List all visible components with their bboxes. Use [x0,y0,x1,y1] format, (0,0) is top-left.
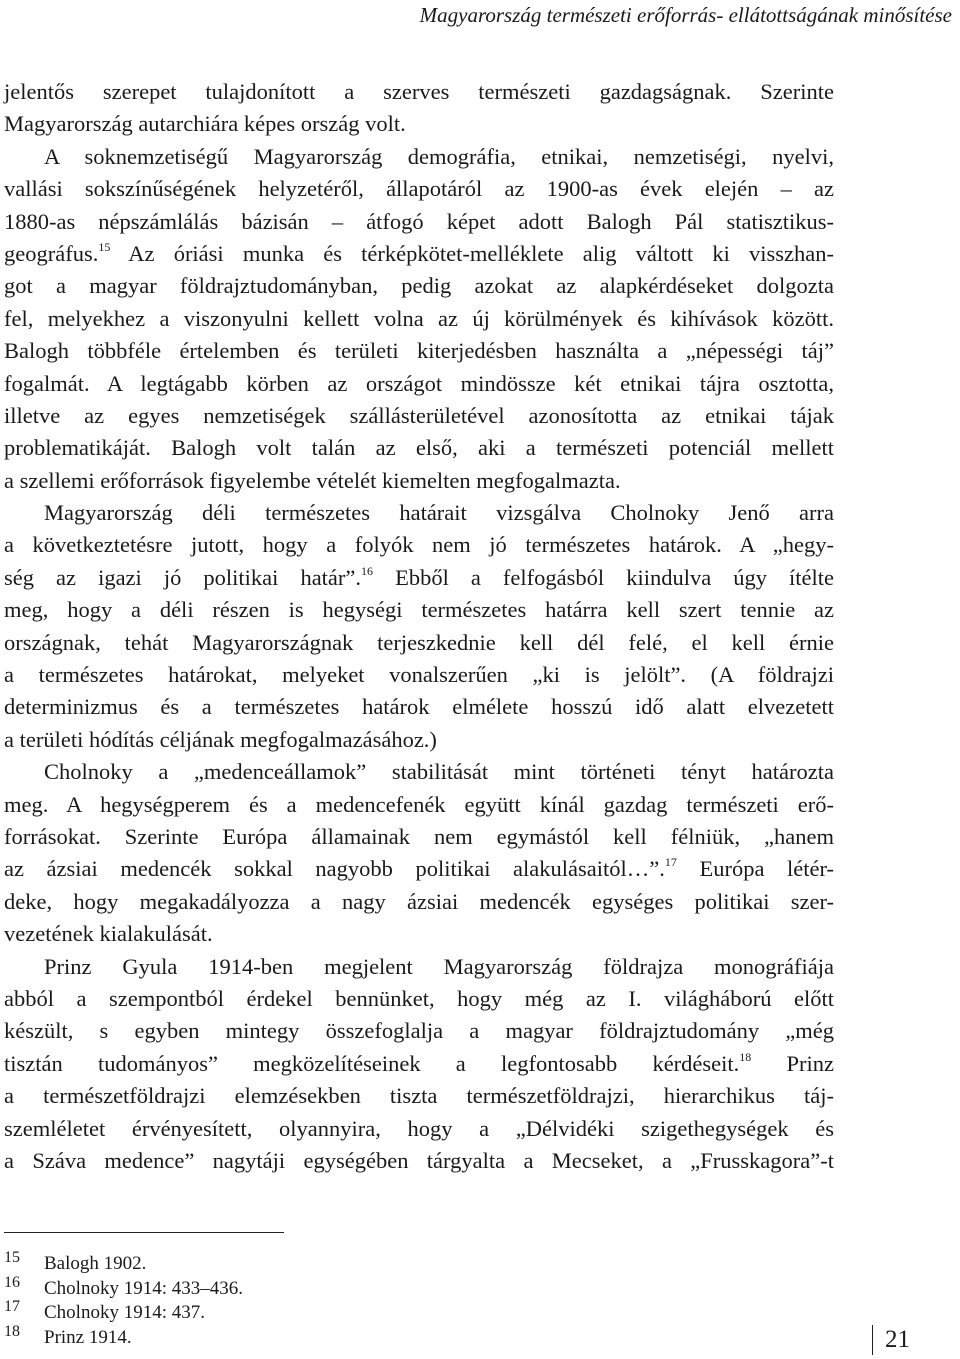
footnote-text: Prinz 1914. [44,1326,132,1348]
paragraph-start: Prinz Gyula 1914-ben megjelent Magyarország földrajza monográfiája [44,953,834,979]
text-line: a szellemi erőforrások figyelembe vételét kiemelten megfogalmazta. [4,467,621,493]
footnote-number: 17 [4,1298,20,1315]
body-text [4,76,834,1177]
text-line-with-footnote: tisztán tudományos” megközelítéseinek a legfontosabb kérdéseit.$^{18}$ Prinz [4,1049,834,1076]
footnote-ref-18: 18 [739,1049,752,1064]
text-line: 1880-as népszámlálás bázisán – átfogó képet adott Balogh Pál statisztikus- [4,208,834,234]
footnote-number: 15 [4,1249,20,1266]
footnote-text: Balogh 1902. [44,1253,147,1274]
text-line: meg, hogy a déli részen is hegységi természetes határra kell szert tennie az [4,597,834,623]
text-line: a területi hódítás céljának megfogalmazásához.) [4,726,437,752]
text-line: vezetének kialakulását. [4,921,213,947]
text-line: szemléletet érvényesített, olyannyira, hogy a „Délvidéki szigethegységek és [4,1115,834,1141]
text-line: fel, melyekhez a viszonyulni kellett volna az új körülmények és kihívások között. [4,305,834,331]
paragraph-start: Magyarország déli természetes határait vizsgálva Cholnoky Jenő arra [44,500,834,526]
footnote-number: 18 [4,1322,20,1340]
text-line: készült, s egyben mintegy összefoglalja a magyar földrajztudomány „még [4,1018,834,1044]
text-line: országnak, tehát Magyarországnak terjeszkednie kell dél felé, el kell érnie [4,629,834,655]
text-line: a természetföldrajzi elemzésekben tiszta természetföldrajzi, hierarchikus táj- [4,1083,834,1109]
text-line: fogalmát. A legtágabb körben az országot mindössze két etnikai tájra osztotta, [4,370,834,396]
text-line: abból a szempontból érdekel bennünket, hogy még az I. világháború előtt [4,985,834,1011]
text-line: determinizmus és a természetes határok elmélete hosszú idő alatt elvezetett [4,694,834,720]
footnote-ref-15: 15 [98,239,111,254]
running-header: Magyarország természeti erőforrás- ellátottságának minősítése [419,3,952,27]
text-line: a Száva medence” nagytáji egységében tárgyalta a Mecseket, a „Frusskagora”-t [4,1147,834,1173]
text-line-with-footnote: az ázsiai medencék sokkal nagyobb politikai alakulásaitól…”.$^{17}$ Európa létér- [4,855,835,882]
paragraph-start: Cholnoky a „medenceállamok” stabilitását mint történeti tényt határozta [44,759,834,785]
text-line: Magyarország autarchiára képes ország volt. [4,111,406,137]
footnote-text: Cholnoky 1914: 437. [44,1302,205,1323]
text-line: vallási sokszínűségének helyzetéről, állapotáról az 1900-as évek elején – az [4,176,834,202]
text-line: got a magyar földrajztudományban, pedig azokat az alapkérdéseket dolgozta [4,273,834,299]
footnote-text: Cholnoky 1914: 433–436. [44,1277,243,1299]
footnote-number: 16 [4,1273,20,1291]
footnote-ref-16: 16 [361,563,374,578]
text-line: meg. A hegységperem és a medencefenék együtt kínál gazdag természeti erő- [4,791,834,817]
text-line-with-footnote: geográfus.$^{15}$ Az óriási munka és térképkötet-melléklete alig váltott ki visszhan- [4,239,834,266]
text-line: jelentős szerepet tulajdonított a szerves természeti gazdagságnak. Szerinte [4,79,834,104]
footnote-ref-17: 17 [664,855,677,870]
text-line: forrásokat. Szerinte Európa államainak nem egymástól kell félniük, „hanem [4,823,834,849]
page-number: 21 [872,1325,910,1355]
paragraph-start: A soknemzetiségű Magyarország demográfia, etnikai, nemzetiségi, nyelvi, [44,143,834,169]
text-line: problematikáját. Balogh volt talán az első, aki a természeti potenciál mellett [4,435,834,461]
text-line: deke, hogy megakadályozza a nagy ázsiai medencék egységes politikai szer- [4,888,834,914]
text-line-with-footnote: ség az igazi jó politikai határ”.$^{16}$ Ebből a felfogásból kiindulva úgy ítélte [4,563,835,590]
text-line: Balogh többféle értelemben és területi kiterjedésben használta a „népességi táj” [4,338,834,364]
text-line: a következtetésre jutott, hogy a folyók nem jó természetes határok. A „hegy- [4,532,834,558]
footnote-separator [4,1232,284,1233]
text-line: a természetes határokat, melyeket vonalszerűen „ki is jelölt”. (A földrajzi [4,662,834,688]
text-line: illetve az egyes nemzetiségek szállásterületével azonosította az etnikai tájak [4,402,834,428]
